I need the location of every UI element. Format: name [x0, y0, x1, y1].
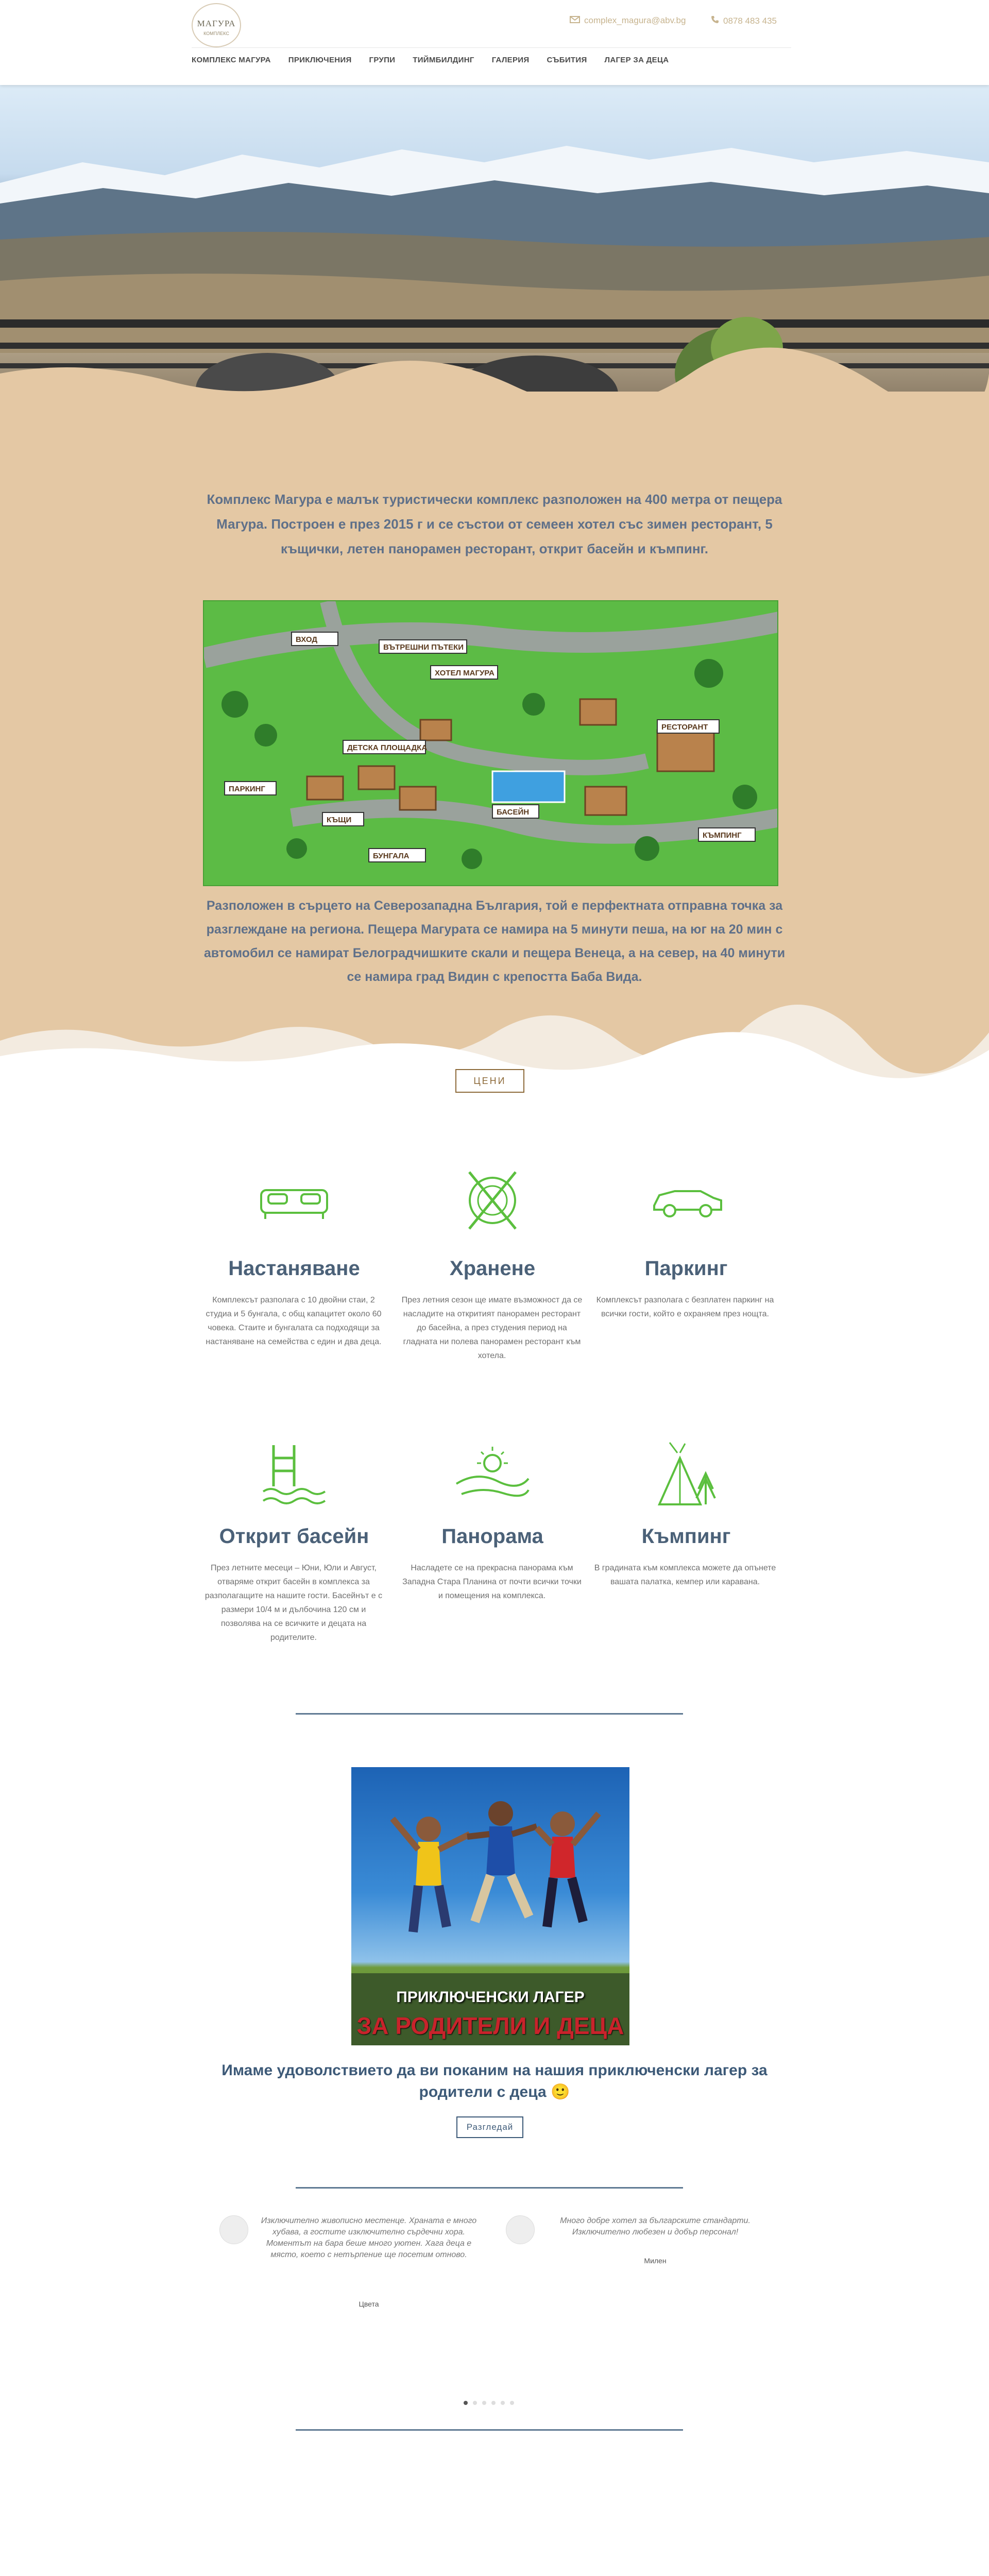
map-label-camping: КЪМПИНГ [703, 831, 742, 840]
nav-item-adventures[interactable]: ПРИКЛЮЧЕНИЯ [288, 56, 352, 64]
feature-title-panorama: Панорама [441, 1525, 543, 1548]
nav-item-gallery[interactable]: ГАЛЕРИЯ [491, 56, 530, 64]
nav-item-teambuilding[interactable]: ТИЙМБИЛДИНГ [413, 56, 474, 64]
feature-text-food: През летния сезон ще имате възможност да се насладите на откритият панорамен ресторант до басейна, а през студения период на гладната ни полева панорамен ресторант към хотела. [401, 1296, 583, 1360]
testimonial-author-2: Милен [644, 2257, 667, 2265]
location-text: Разположен в сърцето на Северозападна България, той е перфектната отправна точка за разглеждане на региона. Пещера Магурата се намира на 5 минути пеша, на юг на 20 мин с автомобил се намират Белоградчишките скали и пещера Венеца, а на север, на 40 минути се намира град Видин с крепостта Баба Вида. [203, 899, 786, 984]
site-header [0, 0, 989, 85]
carousel-dot[interactable] [464, 2401, 468, 2405]
feature-text-panorama: Насладете се на прекрасна панорама към Западна Стара Планина от почти всички точки и помещения на комплекса. [402, 1564, 582, 1600]
feature-text-pool: През летните месеци – Юни, Юли и Август, отваряме открит басейн в комплекса за разполагащите на нашите гости. Басейнът е с размери 10/4 м и дълбочина 120 см и позволява на се всичките и децата на родителите. [204, 1564, 383, 1642]
poster-line-1: ПРИКЛЮЧЕНСКИ ЛАГЕР [396, 1989, 585, 2006]
avatar [506, 2215, 535, 2244]
phone-icon [711, 15, 719, 26]
section-divider [296, 1713, 683, 1715]
intro-text: Комплекс Магура е малък туристически комплекс разположен на 400 метра от пещера Магура. Построен е през 2015 г и се състои от семеен хотел със зимен ресторант, 5 къщички, летен панорамен ресторант, открит басейн и къмпинг. [207, 492, 782, 556]
feature-title-pool: Открит басейн [219, 1525, 369, 1548]
carousel-dot[interactable] [491, 2401, 496, 2405]
carousel-dot[interactable] [473, 2401, 477, 2405]
phone-contact[interactable] [711, 15, 777, 26]
map-label-bungalows: БУНГАЛА [373, 852, 410, 860]
feature-title-food: Хранене [449, 1257, 536, 1280]
email-contact[interactable] [570, 15, 686, 26]
map-label-entrance: ВХОД [296, 635, 318, 644]
section-divider [296, 2187, 683, 2189]
nav-item-kids-camp[interactable]: ЛАГЕР ЗА ДЕЦА [604, 56, 669, 64]
panorama-icon [451, 1440, 534, 1507]
section-divider [296, 2429, 683, 2431]
poster-line-2: ЗА РОДИТЕЛИ И ДЕЦА [356, 2012, 624, 2039]
logo-name: МАГУРА [197, 19, 236, 28]
phone-text: 0878 483 435 [723, 15, 777, 26]
testimonial-author-1: Цвета [359, 2300, 379, 2308]
logo-subtitle: КОМПЛЕКС [203, 31, 229, 36]
main-nav [192, 56, 669, 64]
map-label-pool: БАСЕЙН [497, 808, 530, 817]
map-label-hotel: ХОТЕЛ МАГУРА [435, 669, 494, 677]
feature-text-camping: В градината към комплекса можете да опънете вашата палатка, кемпер или каравана. [594, 1564, 776, 1586]
carousel-dot[interactable] [510, 2401, 514, 2405]
camping-icon [646, 1435, 729, 1512]
camp-view-button[interactable]: Разгледай [456, 2116, 523, 2138]
hero-image [0, 85, 989, 425]
bed-icon [255, 1170, 333, 1231]
testimonial-quote-1: Изключително живописно местенце. Храната е много хубава, а гостите изключително сърдечни хора. Моментът на бара беше много уютен. Хага деца е място, което с нетърпение ще посетим отново. [261, 2216, 477, 2259]
pool-icon [255, 1437, 333, 1510]
prices-button[interactable]: ЦЕНИ [455, 1069, 524, 1093]
camp-title: Имаме удоволствието да ви поканим на нашия приключенски лагер за родители с деца 🙂 [221, 2062, 768, 2100]
email-text: complex_magura@abv.bg [584, 15, 686, 25]
feature-text-accommodation: Комплексът разполага с 10 двойни стаи, 2 студиа и 5 бунгала, с общ капацитет около 60 човека. Стаите и бунгалата са подходящи за настаняване на семейства с един и два деца. [206, 1296, 382, 1346]
feature-text-parking: Комплексът разполага с безплатен паркинг на всички гости, който е охраняем през нощта. [596, 1296, 774, 1318]
nav-item-events[interactable]: СЪБИТИЯ [547, 56, 587, 64]
nav-item-complex[interactable]: КОМПЛЕКС МАГУРА [192, 56, 271, 64]
testimonial-quote-2: Много добре хотел за българските стандарти. Изключително любезен и добър персонал! [560, 2216, 751, 2236]
nav-item-groups[interactable]: ГРУПИ [369, 56, 396, 64]
car-icon [646, 1175, 729, 1226]
plate-icon [454, 1167, 531, 1234]
carousel-dot[interactable] [501, 2401, 505, 2405]
map-label-paths: ВЪТРЕШНИ ПЪТЕКИ [383, 643, 464, 652]
feature-title-accommodation: Настаняване [228, 1257, 360, 1280]
map-label-playground: ДЕТСКА ПЛОЩАДКА [347, 743, 428, 752]
envelope-icon [570, 15, 580, 26]
carousel-dots [464, 2401, 514, 2405]
map-label-parking: ПАРКИНГ [229, 785, 265, 793]
header-divider [192, 47, 791, 48]
map-label-houses: КЪЩИ [327, 816, 352, 824]
feature-title-camping: Къмпинг [641, 1525, 731, 1548]
feature-title-parking: Паркинг [644, 1257, 728, 1280]
complex-map[interactable] [203, 600, 778, 886]
avatar [219, 2215, 248, 2244]
carousel-dot[interactable] [482, 2401, 486, 2405]
map-label-restaurant: РЕСТОРАНТ [661, 723, 708, 732]
